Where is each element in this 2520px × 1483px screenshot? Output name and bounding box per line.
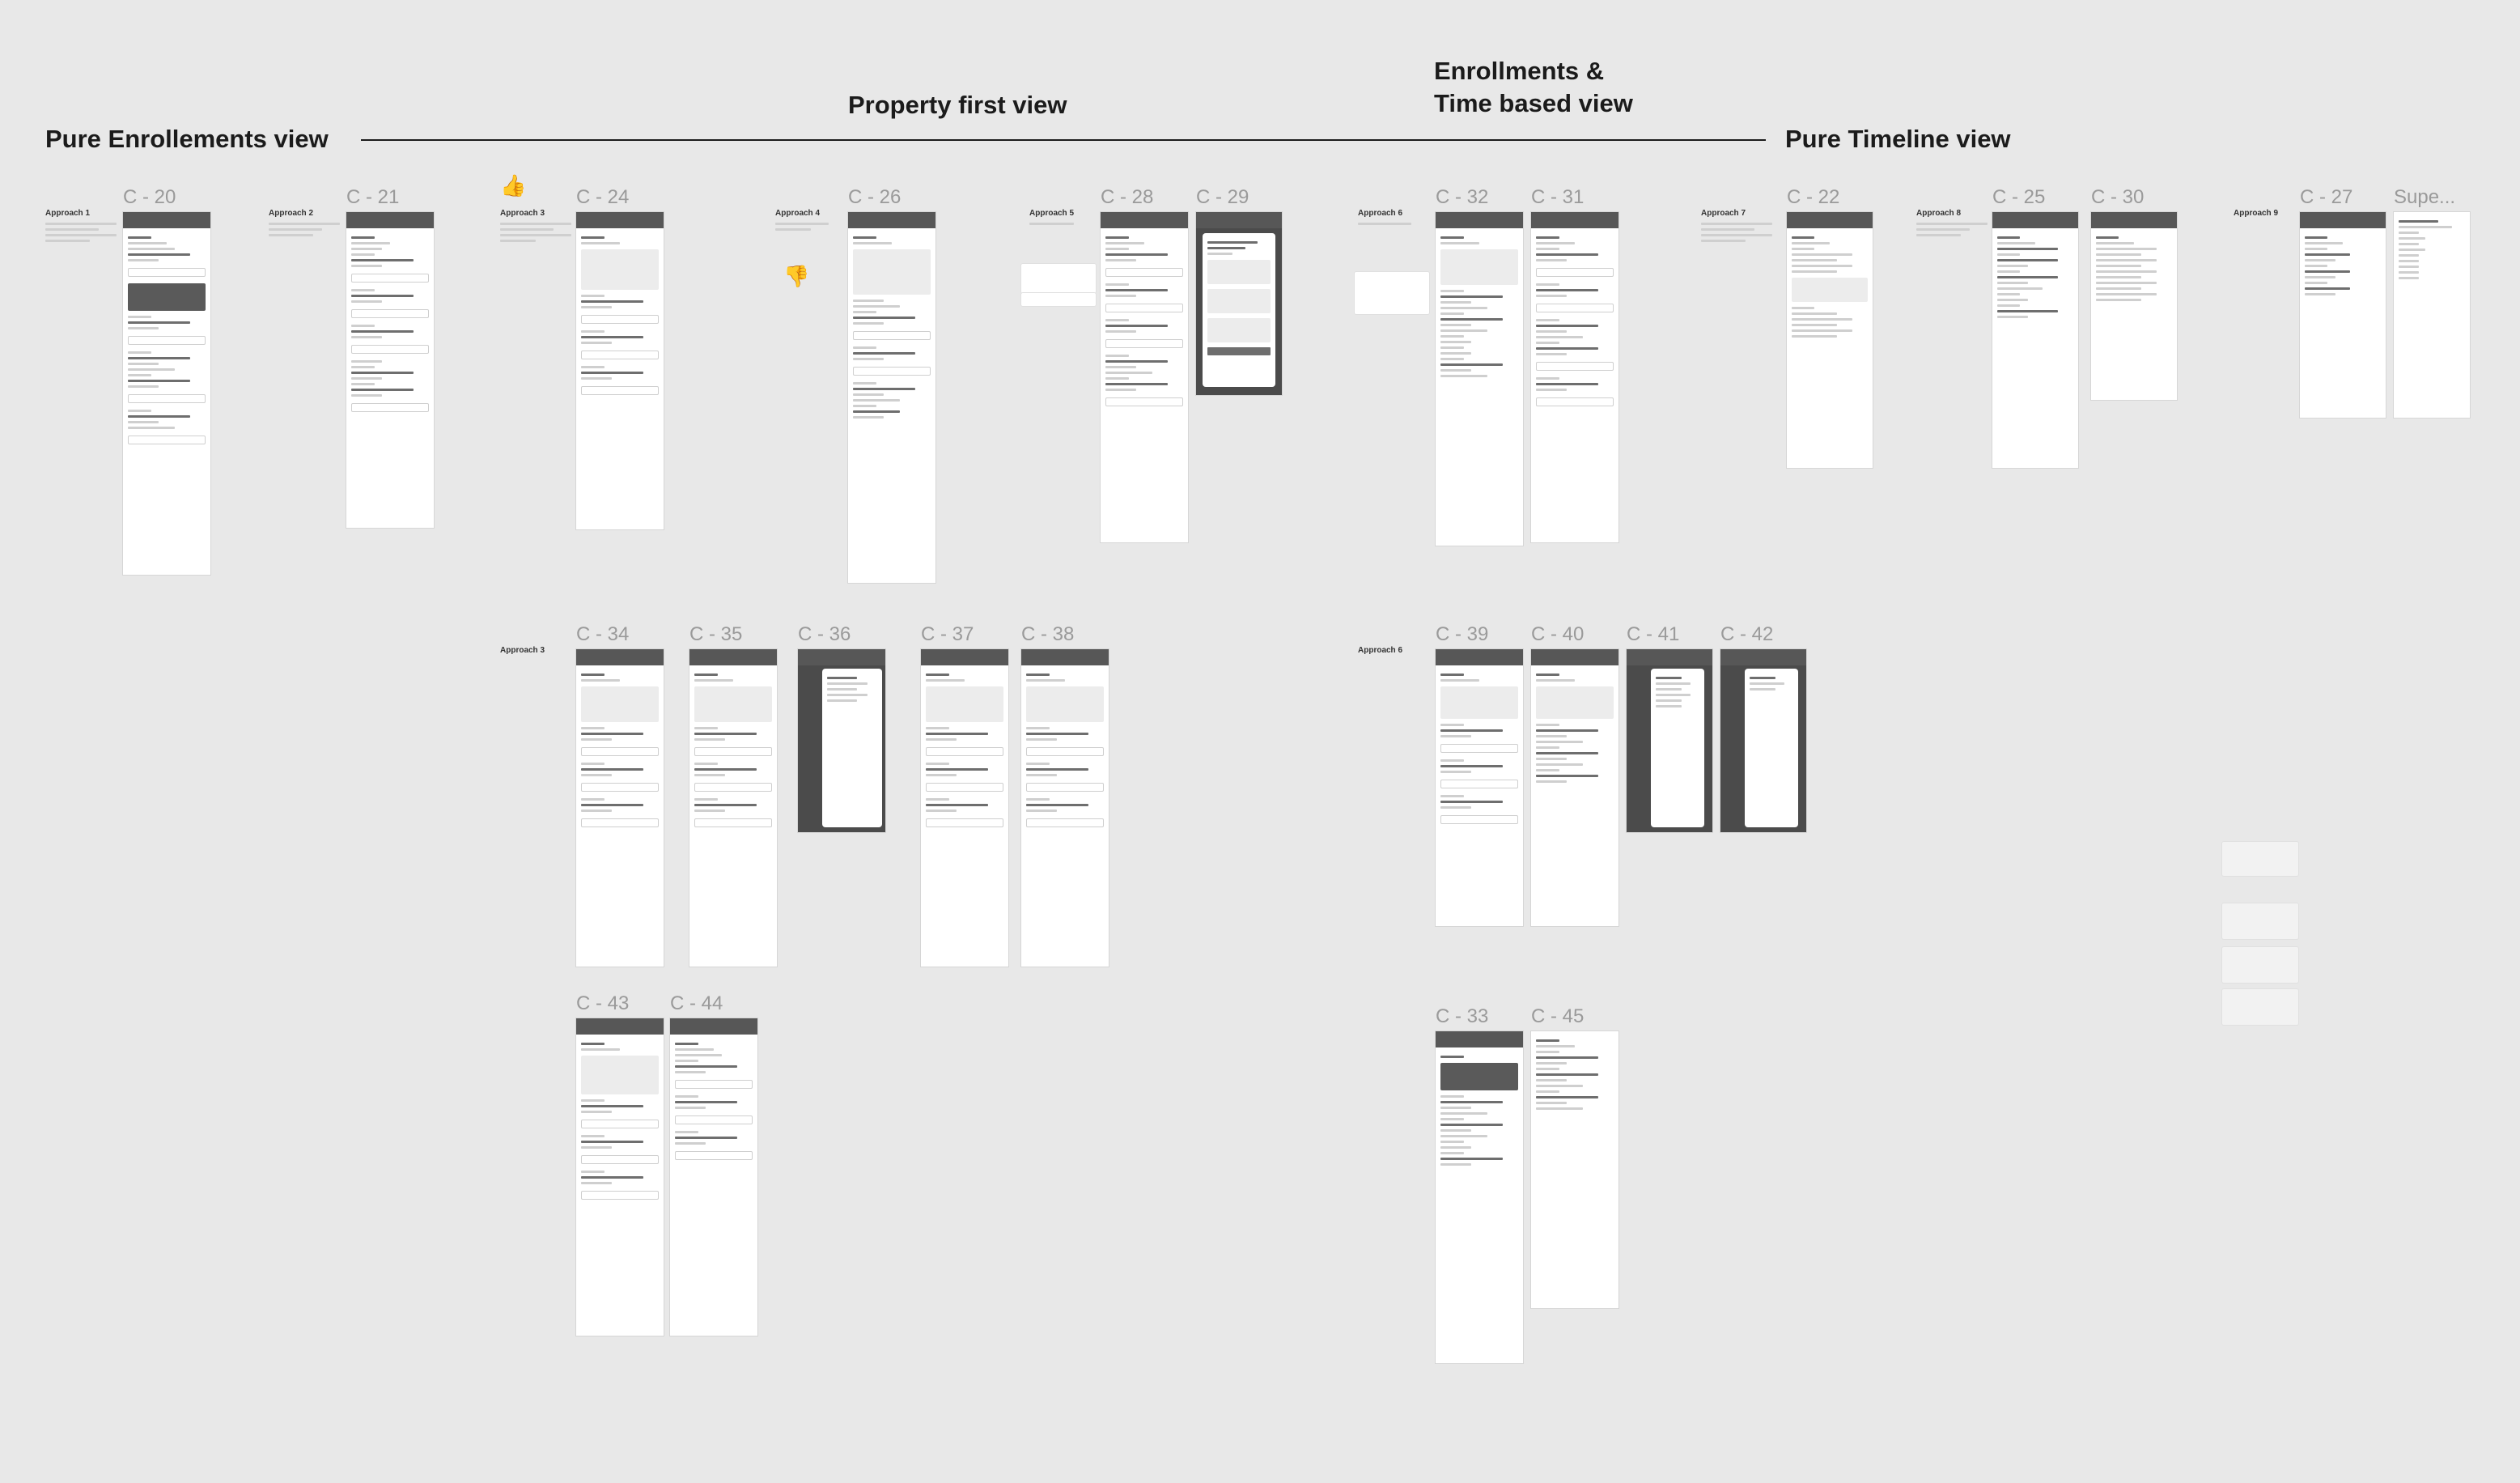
phone-screen	[1021, 649, 1109, 967]
frame-c20[interactable]	[123, 186, 210, 575]
frame-label: C - 22	[1787, 186, 1840, 208]
section-title-enrollments-time: Enrollments & Time based view	[1434, 57, 1633, 117]
section-divider-line	[361, 139, 1766, 141]
frame-c42[interactable]	[1720, 623, 1806, 832]
note-card	[1355, 272, 1429, 314]
approach-note: Approach 4	[775, 209, 864, 234]
frame-c21[interactable]	[346, 186, 434, 528]
frame-label: C - 37	[921, 623, 974, 645]
frame-c28[interactable]	[1101, 186, 1188, 542]
frame-label: C - 40	[1531, 623, 1585, 645]
phone-screen	[2091, 212, 2177, 400]
frame-label: C - 42	[1720, 623, 1774, 645]
approach-note: Approach 2	[269, 209, 358, 240]
approach-note: Approach 5	[1029, 209, 1118, 228]
frame-label: C - 34	[576, 623, 630, 645]
component-tile[interactable]	[2222, 842, 2298, 876]
approach-note: Approach 7	[1701, 209, 1790, 245]
phone-screen	[1531, 649, 1618, 926]
frame-label: C - 31	[1531, 186, 1585, 208]
phone-screen	[1196, 212, 1282, 395]
phone-screen	[576, 649, 664, 967]
frame-label: C - 45	[1531, 1005, 1585, 1027]
phone-screen	[576, 212, 664, 529]
frame-c27[interactable]	[2300, 186, 2386, 418]
thumbs-up-icon: 👍	[500, 173, 527, 198]
phone-screen	[346, 212, 434, 528]
frame-c24[interactable]	[576, 186, 664, 529]
approach-note: Approach 3	[500, 209, 589, 245]
frame-c41[interactable]	[1627, 623, 1712, 832]
bottom-sheet	[822, 669, 882, 827]
phone-screen	[921, 649, 1008, 967]
frame-c30[interactable]	[2091, 186, 2177, 400]
frame-c38[interactable]	[1021, 623, 1109, 967]
frame-c39[interactable]	[1436, 623, 1523, 926]
frame-label: C - 35	[689, 623, 743, 645]
frame-c45[interactable]	[1531, 1005, 1618, 1308]
frame-c36[interactable]	[798, 623, 885, 832]
frame-c26[interactable]	[848, 186, 935, 583]
bottom-sheet	[1203, 233, 1275, 387]
section-title-property-first: Property first view	[848, 91, 1067, 119]
phone-screen	[2300, 212, 2386, 418]
frame-c33[interactable]	[1436, 1005, 1523, 1363]
frame-c25[interactable]	[1992, 186, 2078, 468]
approach-note: Approach 9	[2234, 209, 2279, 218]
phone-screen	[123, 212, 210, 575]
component-tile[interactable]	[2222, 947, 2298, 983]
frame-label: C - 43	[576, 992, 630, 1014]
phone-screen	[1436, 649, 1523, 926]
phone-screen	[1992, 212, 2078, 468]
frame-label: C - 24	[576, 186, 630, 208]
frame-label: C - 29	[1196, 186, 1249, 208]
phone-screen	[1101, 212, 1188, 542]
approach-note: Approach 3	[500, 646, 545, 655]
note-card	[1021, 264, 1096, 293]
section-title-pure-enrollments: Pure Enrollements view	[45, 125, 329, 153]
phone-screen	[576, 1018, 664, 1336]
bottom-sheet	[1651, 669, 1704, 827]
approach-note: Approach 1	[45, 209, 134, 245]
approach-note: Approach 6	[1358, 646, 1403, 655]
section-title-pure-timeline: Pure Timeline view	[1785, 125, 2011, 153]
phone-screen	[1627, 649, 1712, 832]
phone-screen	[670, 1018, 757, 1336]
frame-c29[interactable]	[1196, 186, 1282, 395]
frame-c31[interactable]	[1531, 186, 1618, 542]
frame-label: C - 44	[670, 992, 723, 1014]
frame-super[interactable]	[2394, 186, 2470, 418]
note-card	[1021, 293, 1096, 306]
phone-screen	[798, 649, 885, 832]
component-tile[interactable]	[2222, 903, 2298, 939]
frame-c35[interactable]	[689, 623, 777, 967]
frame-label: Supe...	[2394, 186, 2456, 208]
frame-label: C - 28	[1101, 186, 1154, 208]
frame-c44[interactable]	[670, 992, 757, 1336]
frame-c22[interactable]	[1787, 186, 1873, 468]
frame-label: C - 27	[2300, 186, 2353, 208]
component-tile[interactable]	[2222, 989, 2298, 1025]
frame-label: C - 38	[1021, 623, 1075, 645]
frame-c40[interactable]	[1531, 623, 1618, 926]
frame-label: C - 41	[1627, 623, 1680, 645]
phone-screen	[2394, 212, 2470, 418]
frame-c37[interactable]	[921, 623, 1008, 967]
bottom-sheet	[1745, 669, 1798, 827]
phone-screen	[689, 649, 777, 967]
thumbs-down-icon: 👎	[783, 264, 810, 288]
phone-screen	[848, 212, 935, 583]
frame-label: C - 21	[346, 186, 400, 208]
frame-c32[interactable]	[1436, 186, 1523, 546]
frame-label: C - 25	[1992, 186, 2046, 208]
frame-label: C - 33	[1436, 1005, 1489, 1027]
phone-screen	[1436, 1031, 1523, 1363]
frame-label: C - 36	[798, 623, 851, 645]
phone-screen	[1720, 649, 1806, 832]
frame-label: C - 39	[1436, 623, 1489, 645]
approach-note: Approach 6	[1358, 209, 1447, 228]
frame-label: C - 20	[123, 186, 176, 208]
phone-screen	[1787, 212, 1873, 468]
approach-note: Approach 8	[1916, 209, 2005, 240]
frame-label: C - 26	[848, 186, 902, 208]
frame-c34[interactable]	[576, 623, 664, 967]
frame-label: C - 30	[2091, 186, 2145, 208]
frame-label: C - 32	[1436, 186, 1489, 208]
phone-screen	[1436, 212, 1523, 546]
frame-c43[interactable]	[576, 992, 664, 1336]
phone-screen	[1531, 212, 1618, 542]
phone-screen	[1531, 1031, 1618, 1308]
